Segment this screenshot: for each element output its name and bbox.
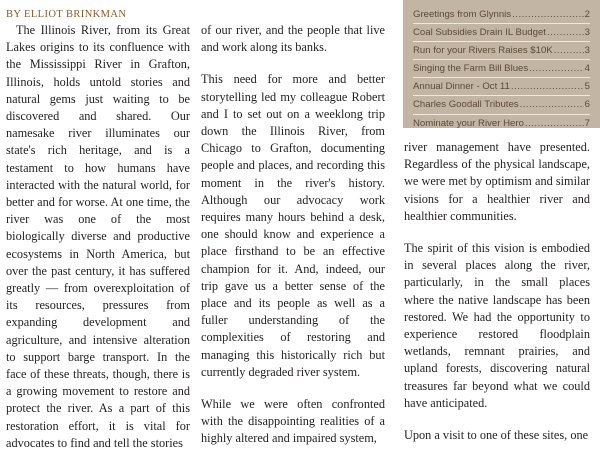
article-paragraph: This need for more and better storytelling led my colleague Robert and I to set out on a weeklong trip down the Illinois River, from Chicago to Grafton, documenting people and places, and recording this moment in the river's history. Although our advocacy work requires many hours behind a desk, one should know and experience a place firsthand to be an effective champion for it. And, indeed, our trip gave us a better sense of the place and its people as well as a fuller understanding of the complexities of restoring and managing this historically rich but currently degraded river system.: [201, 72, 385, 379]
byline: BY ELLIOT BRINKMAN: [6, 9, 127, 20]
article-column-1: [6, 0, 190, 452]
article-paragraph: The Illinois River, from its Great Lakes origins to its confluence with the Mississippi River in Grafton, Illinois, holds untold stories and natural gems just waiting to be discovered and shared. Our namesake river illuminates our state's rich heritage, and is a testament to how humans have interacted with the natural world, for better and for worse. At one time, the river was one of the most biologically diverse and productive ecosystems in North America, but over the past century, it has suffered greatly — from overexploitation of its resources, pressures from expanding development and agriculture, and intensive alteration to support barge transport. In the face of these threats, though, there is a growing movement to restore and protect the river. As a part of this restoration effort, it is vital for advocates to find and tell the stories: [6, 23, 190, 450]
article-column-2: [201, 22, 385, 463]
toc-item-annual-dinner[interactable]: [413, 78, 590, 96]
toc-item-title: Run for your Rivers Raises $10K: [413, 45, 553, 57]
toc-item-goodall-tributes[interactable]: [413, 96, 590, 114]
toc-item-page: 6: [584, 99, 590, 111]
article-paragraph: river management have presented. Regardless of the physical landscape, we were met by optimism and similar visions for a healthier river and healthier communities.: [404, 140, 590, 223]
toc-item-page: 2: [584, 9, 590, 20]
toc-item-page: 3: [584, 45, 590, 57]
toc-item-river-hero[interactable]: [413, 115, 590, 132]
toc-item-title: Singing the Farm Bill Blues: [413, 63, 529, 75]
article-paragraph: The spirit of this vision is embodied in several places along the river, particularly, in the small places where the native landscape has been restored. We had the opportunity to experience restored floodplain wetlands, remnant prairies, and upland forests, discovering natural treasures far beyond what we could have anticipated.: [404, 241, 590, 410]
toc-item-title: Coal Subsidies Drain IL Budget: [413, 27, 546, 39]
table-of-contents: [403, 0, 600, 128]
toc-item-title: Charles Goodall Tributes: [413, 99, 519, 111]
toc-item-title: Greetings from Glynnis: [413, 9, 512, 20]
toc-item-page: 4: [584, 63, 590, 75]
toc-leader-dots: [511, 78, 584, 95]
toc-leader-dots: [525, 115, 584, 132]
toc-item-greetings[interactable]: [413, 6, 590, 24]
toc-item-farm-bill[interactable]: [413, 60, 590, 78]
toc-leader-dots: [529, 60, 583, 77]
toc-item-page: 5: [584, 81, 590, 93]
article-paragraph: Upon a visit to one of these sites, one: [404, 428, 589, 443]
toc-leader-dots: [520, 96, 584, 113]
toc-item-run-for-rivers[interactable]: [413, 42, 590, 60]
toc-item-title: Nominate your River Hero: [413, 117, 524, 129]
toc-item-coal-subsidies[interactable]: [413, 24, 590, 42]
toc-leader-dots: [554, 42, 584, 59]
article-paragraph: While we were often confronted with the disappointing realities of a highly altered and impaired system,: [201, 397, 385, 446]
article-paragraph: of our river, and the people that live and work along its banks.: [201, 23, 385, 55]
article-column-3: [404, 139, 590, 459]
toc-item-page: 3: [584, 27, 590, 39]
toc-leader-dots: [512, 6, 584, 23]
toc-item-page: 7: [584, 117, 590, 129]
toc-leader-dots: [547, 24, 584, 41]
toc-item-title: Annual Dinner - Oct 11: [413, 81, 510, 93]
